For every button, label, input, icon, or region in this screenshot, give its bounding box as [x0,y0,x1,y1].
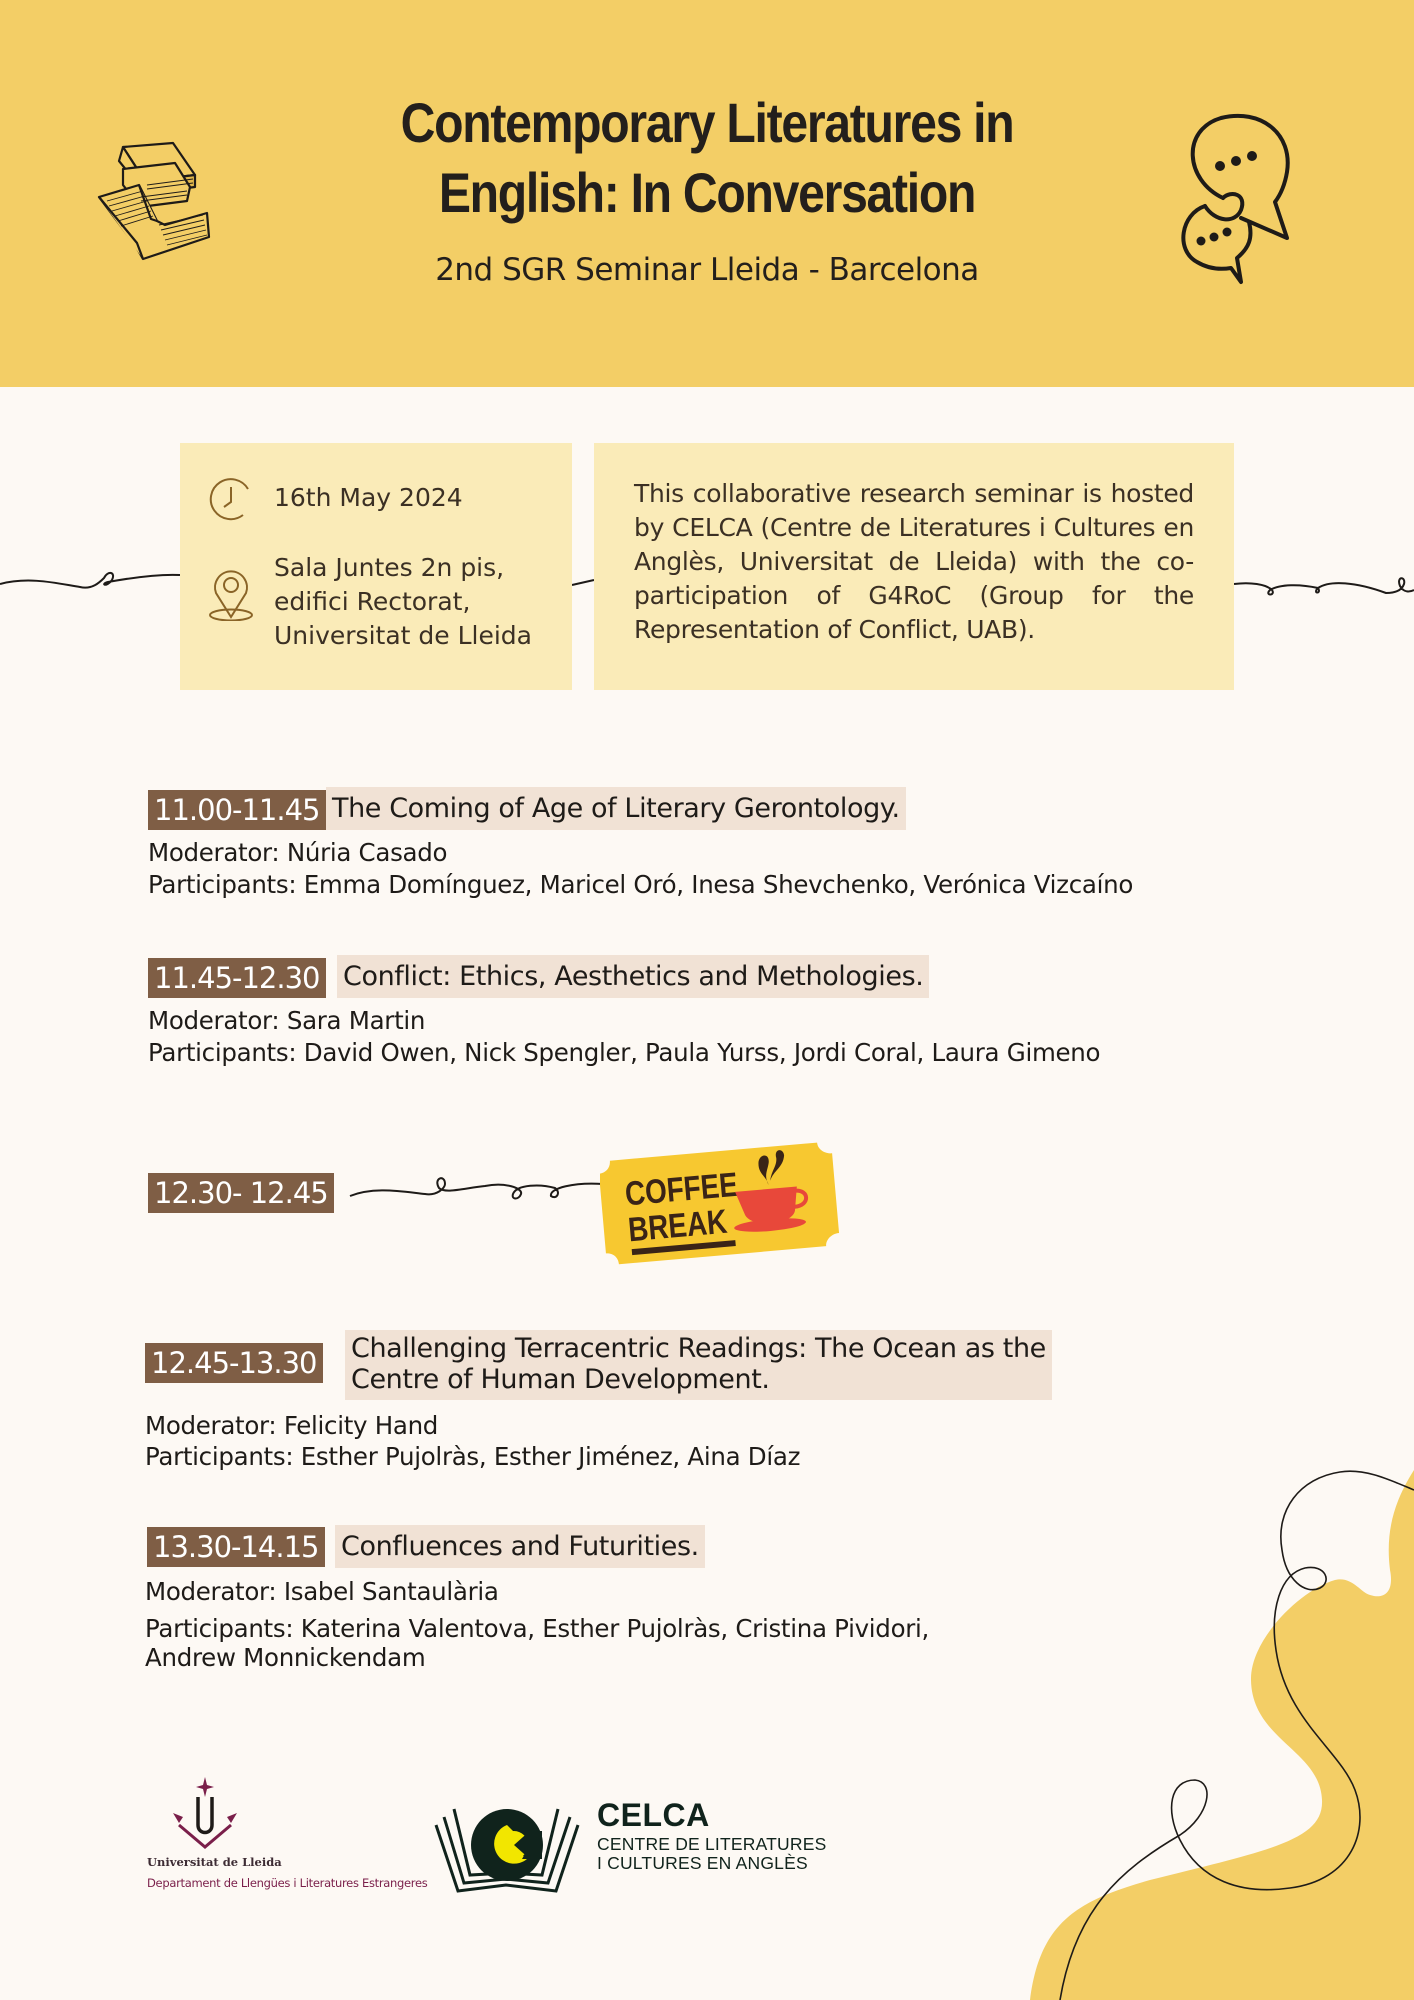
udl-department: Departament de Llengües i Literatures Estrangeres [147,1876,428,1890]
celca-subtitle-line-1: CENTRE DE LITERATURES [597,1834,827,1854]
celca-subtitle-line-2: I CULTURES EN ANGLÈS [597,1853,808,1873]
location-pin-icon [208,565,254,621]
location-row [208,551,532,653]
session-participants: Participants: David Owen, Nick Spengler, Paula Yurss, Jordi Coral, Laura Gimeno [148,1038,1101,1067]
session-time-badge: 12.45-13.30 [145,1343,323,1383]
udl-name: Universitat de Lleida [147,1855,282,1869]
celca-name: CELCA [597,1797,710,1833]
date-row [208,477,463,523]
session-title: Challenging Terracentric Readings: The Ocean as the Centre of Human Development. [345,1330,1052,1400]
coffee-break-time-badge: 12.30- 12.45 [148,1173,334,1213]
udl-emblem-icon [165,1775,245,1850]
session-participants: Participants: Katerina Valentova, Esther Pujolràs, Cristina Pividori, Andrew Monnickendam [145,1614,930,1672]
chat-bubbles-icon [1175,110,1305,285]
coffee-break-ticket [600,1135,846,1271]
event-date: 16th May 2024 [274,483,463,512]
clock-icon [208,477,254,523]
session-moderator: Moderator: Sara Martin [148,1006,426,1035]
session-time-badge: 11.45-12.30 [148,958,326,998]
page-title [314,88,1100,228]
session-participants: Participants: Emma Domínguez, Maricel Oró, Inesa Shevchenko, Verónica Vizcaíno [148,870,1134,899]
event-details-box [180,443,572,690]
books-icon [95,135,230,270]
page-subtitle: 2nd SGR Seminar Lleida - Barcelona [435,252,979,288]
event-location: Sala Juntes 2n pis, edifici Rectorat, Universitat de Lleida [274,553,532,650]
session-title: Confluences and Futurities. [335,1525,705,1568]
session-time-badge: 13.30-14.15 [147,1527,325,1567]
ticket-line-2: BREAK [626,1202,729,1249]
session-participants: Participants: Esther Pujolràs, Esther Jiménez, Aina Díaz [145,1442,801,1471]
title-line-2: English: In Conversation [438,161,976,224]
celca-book-emblem-icon [432,1795,582,1895]
session-time-badge: 11.00-11.45 [148,790,326,830]
session-moderator: Moderator: Felicity Hand [145,1411,439,1440]
ticket-line-1: COFFEE [623,1165,740,1214]
session-moderator: Moderator: Isabel Santaulària [145,1577,499,1606]
session-moderator: Moderator: Núria Casado [148,838,448,867]
session-title: The Coming of Age of Literary Gerontology. [326,787,906,830]
universitat-de-lleida-logo [145,1775,428,1895]
decorative-blob [1000,1440,1414,2000]
seminar-description: This collaborative research seminar is hosted by CELCA (Centre de Literatures i Cultures en Anglès, Universitat de Lleida) with the co-participation of G4RoC (Group for the Representation of Conflict, UAB). [634,479,1194,644]
wavy-line-decoration [345,1170,605,1210]
description-box [594,443,1234,690]
session-title: Conflict: Ethics, Aesthetics and Methologies. [337,955,929,998]
title-line-1: Contemporary Literatures in [400,91,1014,154]
celca-logo [432,1795,852,1895]
